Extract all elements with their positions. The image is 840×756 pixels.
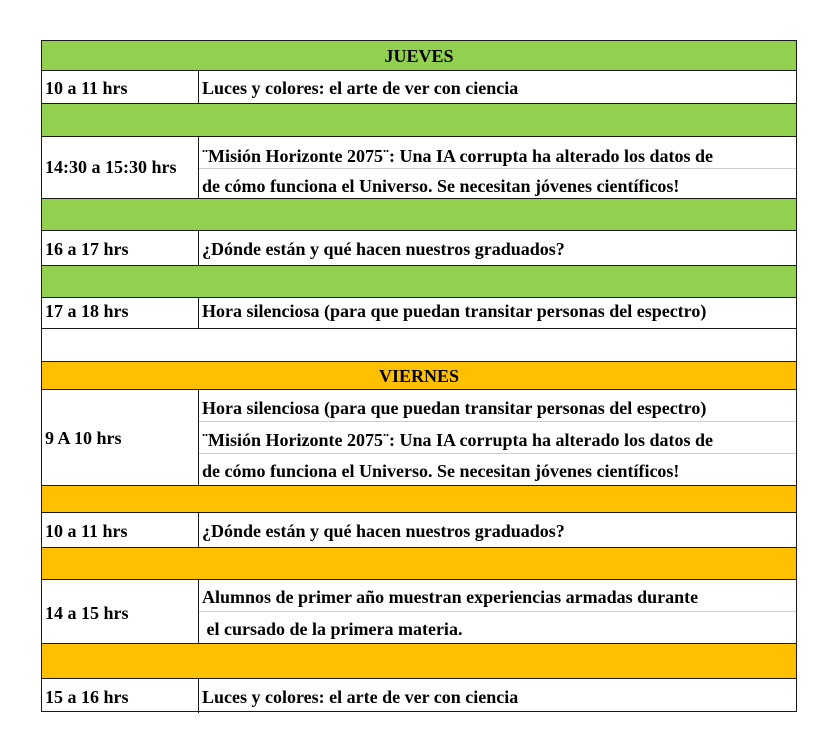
jueves-time-2: 14:30 a 15:30 hrs	[45, 157, 177, 177]
viernes-time-3: 14 a 15 hrs	[45, 603, 129, 623]
viernes-activity-1-line1: Hora silenciosa (para que puedan transitar personas del espectro)	[202, 398, 707, 418]
jueves-separator-band	[42, 266, 796, 298]
jueves-time-4: 17 a 18 hrs	[45, 301, 129, 321]
viernes-separator-band	[42, 485, 796, 512]
jueves-activity-1: Luces y colores: el arte de ver con ciencia	[202, 78, 519, 98]
jueves-time-1: 10 a 11 hrs	[45, 78, 128, 98]
viernes-separator-band	[42, 644, 796, 678]
jueves-time-3: 16 a 17 hrs	[45, 239, 129, 259]
jueves-separator-band	[42, 198, 796, 230]
viernes-activity-3-line2: el cursado de la primera materia.	[202, 619, 463, 639]
viernes-activity-1-line3: de cómo funciona el Universo. Se necesitan jóvenes científicos!	[202, 461, 680, 481]
viernes-activity-4: Luces y colores: el arte de ver con ciencia	[202, 687, 519, 707]
jueves-activity-2-line1: ¨Misión Horizonte 2075¨: Una IA corrupta ha alterado los datos de	[202, 146, 713, 166]
jueves-activity-2-line2: de cómo funciona el Universo. Se necesitan jóvenes científicos!	[202, 176, 680, 196]
viernes-activity-1-line2: ¨Misión Horizonte 2075¨: Una IA corrupta ha alterado los datos de	[202, 430, 713, 450]
schedule-table	[41, 40, 797, 712]
jueves-activity-4: Hora silenciosa (para que puedan transitar personas del espectro)	[202, 301, 707, 321]
viernes-time-2: 10 a 11 hrs	[45, 521, 128, 541]
jueves-title: JUEVES	[384, 46, 454, 66]
viernes-activity-3-line1: Alumnos de primer año muestran experiencias armadas durante	[202, 587, 699, 607]
viernes-title: VIERNES	[378, 366, 460, 386]
viernes-activity-2: ¿Dónde están y qué hacen nuestros graduados?	[202, 521, 565, 541]
viernes-time-4: 15 a 16 hrs	[45, 687, 129, 707]
viernes-time-1: 9 A 10 hrs	[45, 428, 122, 448]
jueves-activity-3: ¿Dónde están y qué hacen nuestros graduados?	[202, 239, 565, 259]
viernes-separator-band	[42, 548, 796, 580]
jueves-separator-band	[42, 104, 796, 136]
